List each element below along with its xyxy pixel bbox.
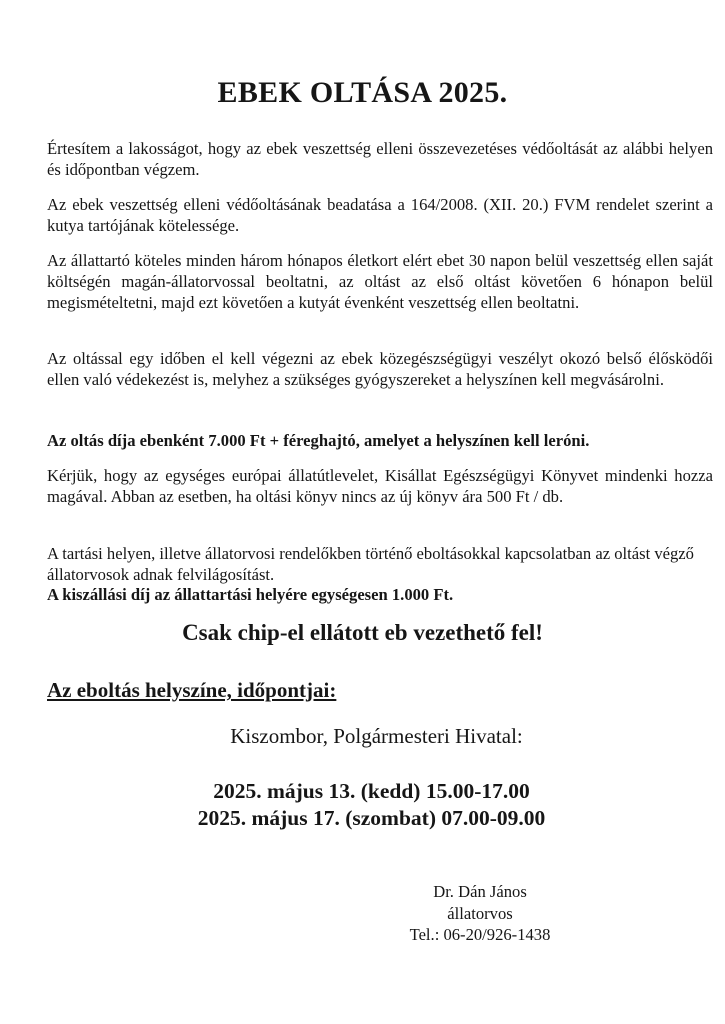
signature-phone: Tel.: 06-20/926-1438 — [409, 925, 551, 944]
fee-paragraph: Az oltás díja ebenként 7.000 Ft + féreghajtó, amelyet a helyszínen kell leróni. — [47, 431, 590, 450]
passport-paragraph: Kérjük, hogy az egységes európai állatútlevelet, Kisállat Egészségügyi Könyvet mindenki hozza magával. Abban az esetben, ha oltási könyv nincs az új könyv ára 500 Ft / db. — [47, 466, 713, 506]
legal-basis-paragraph: Az ebek veszettség elleni védőoltásának beadatása a 164/2008. (XII. 20.) FVM rendelet szerint a kutya tartójának kötelessége. — [47, 195, 713, 235]
obligation-paragraph: Az állattartó köteles minden három hónapos életkort elért ebet 30 napon belül veszettség ellen saját költségén magán-állatorvossal beoltatni, az oltást az első oltást követően 6 hónapon belül megismételtetni, majd ezt követően a kutyát évenként veszettség ellen beoltatni. — [47, 251, 713, 312]
date-line: 2025. május 17. (szombat) 07.00-09.00 — [197, 806, 546, 830]
signature-name: Dr. Dán János — [433, 882, 527, 901]
intro-paragraph: Értesítem a lakosságot, hogy az ebek veszettség elleni összevezetéses védőoltását az alábbi helyen és időpontban végzem. — [47, 139, 713, 179]
signature-role: állatorvos — [447, 903, 513, 923]
vaccination-place: Kiszombor, Polgármesteri Hivatal: — [230, 724, 523, 748]
page-title: EBEK OLTÁSA 2025. — [217, 76, 508, 109]
vaccination-dates — [0, 778, 725, 832]
deworming-paragraph: Az oltással egy időben el kell végezni az ebek közegészségügyi veszélyt okozó belső élősködői ellen való védekezést is, melyhez a szükséges gyógyszereket a helyszínen kell megvásárolni. — [47, 349, 713, 389]
location-heading: Az eboltás helyszíne, időpontjai: — [47, 678, 337, 702]
signature-block — [380, 881, 580, 946]
chip-notice: Csak chip-el ellátott eb vezethető fel! — [182, 620, 543, 645]
info-paragraph: A tartási helyen, illetve állatorvosi rendelőkben történő eboltásokkal kapcsolatban az oltást végző állatorvosok adnak felvilágosítást. — [47, 544, 694, 584]
date-line: 2025. május 13. (kedd) 15.00-17.00 — [213, 779, 530, 803]
travel-fee-paragraph: A kiszállási díj az állattartási helyére egységesen 1.000 Ft. — [47, 585, 454, 604]
